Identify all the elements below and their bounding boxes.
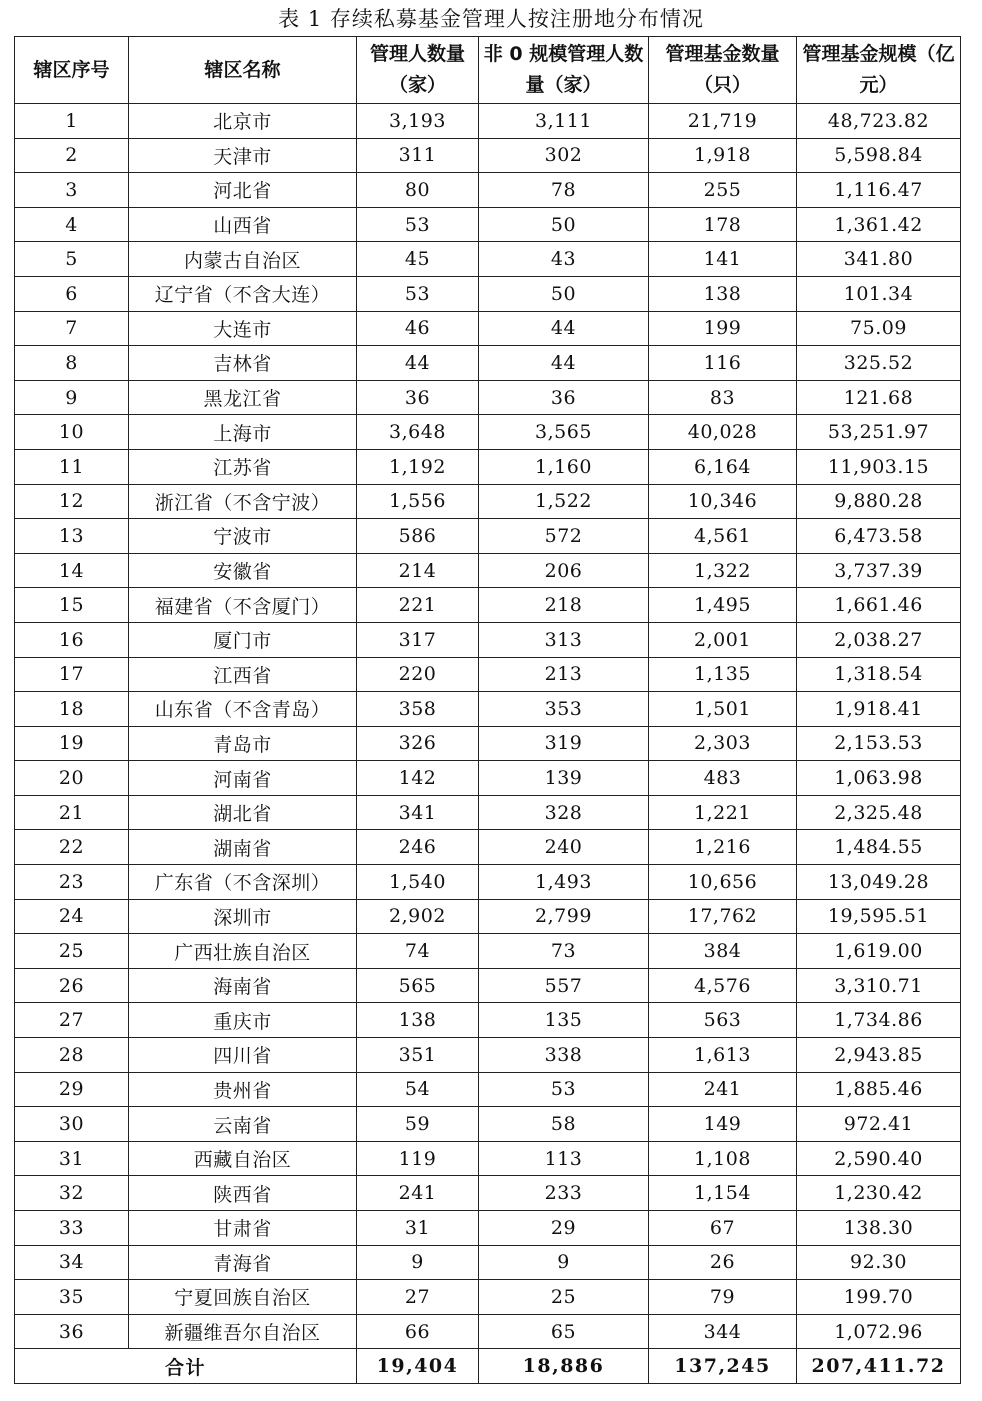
cell-scale: 199.70 <box>797 1280 961 1315</box>
table-row <box>15 1072 961 1107</box>
cell-scale: 1,918.41 <box>797 692 961 727</box>
cell-funds: 1,322 <box>649 553 797 588</box>
cell-index: 15 <box>15 588 129 623</box>
cell-index: 19 <box>15 726 129 761</box>
cell-nonzero-managers: 3,111 <box>479 104 649 139</box>
cell-index: 34 <box>15 1245 129 1280</box>
cell-region: 山西省 <box>129 207 357 242</box>
cell-index: 2 <box>15 138 129 173</box>
table-row <box>15 1003 961 1038</box>
cell-nonzero-managers: 338 <box>479 1038 649 1073</box>
total-managers: 19,404 <box>357 1349 479 1384</box>
cell-region: 宁夏回族自治区 <box>129 1280 357 1315</box>
cell-managers: 54 <box>357 1072 479 1107</box>
cell-nonzero-managers: 43 <box>479 242 649 277</box>
cell-region: 海南省 <box>129 968 357 1003</box>
cell-funds: 17,762 <box>649 899 797 934</box>
cell-index: 18 <box>15 692 129 727</box>
cell-scale: 3,737.39 <box>797 553 961 588</box>
table-row <box>15 795 961 830</box>
cell-nonzero-managers: 1,160 <box>479 449 649 484</box>
cell-region: 天津市 <box>129 138 357 173</box>
cell-region: 北京市 <box>129 104 357 139</box>
table-row <box>15 346 961 381</box>
cell-funds: 344 <box>649 1314 797 1349</box>
cell-scale: 1,361.42 <box>797 207 961 242</box>
cell-scale: 2,038.27 <box>797 622 961 657</box>
cell-nonzero-managers: 29 <box>479 1211 649 1246</box>
cell-index: 22 <box>15 830 129 865</box>
cell-index: 20 <box>15 761 129 796</box>
table-row <box>15 449 961 484</box>
cell-funds: 1,495 <box>649 588 797 623</box>
cell-managers: 80 <box>357 173 479 208</box>
cell-nonzero-managers: 50 <box>479 207 649 242</box>
cell-scale: 121.68 <box>797 380 961 415</box>
table-row <box>15 761 961 796</box>
cell-managers: 1,556 <box>357 484 479 519</box>
cell-managers: 221 <box>357 588 479 623</box>
cell-funds: 83 <box>649 380 797 415</box>
cell-index: 5 <box>15 242 129 277</box>
cell-nonzero-managers: 1,493 <box>479 865 649 900</box>
cell-funds: 138 <box>649 276 797 311</box>
table-row <box>15 934 961 969</box>
cell-managers: 31 <box>357 1211 479 1246</box>
cell-managers: 142 <box>357 761 479 796</box>
cell-scale: 48,723.82 <box>797 104 961 139</box>
cell-nonzero-managers: 58 <box>479 1107 649 1142</box>
cell-scale: 1,885.46 <box>797 1072 961 1107</box>
table-row <box>15 173 961 208</box>
cell-nonzero-managers: 9 <box>479 1245 649 1280</box>
cell-nonzero-managers: 313 <box>479 622 649 657</box>
cell-managers: 565 <box>357 968 479 1003</box>
cell-index: 36 <box>15 1314 129 1349</box>
cell-scale: 6,473.58 <box>797 519 961 554</box>
cell-scale: 9,880.28 <box>797 484 961 519</box>
cell-nonzero-managers: 353 <box>479 692 649 727</box>
cell-index: 27 <box>15 1003 129 1038</box>
cell-funds: 6,164 <box>649 449 797 484</box>
cell-nonzero-managers: 139 <box>479 761 649 796</box>
cell-index: 23 <box>15 865 129 900</box>
cell-region: 江西省 <box>129 657 357 692</box>
cell-nonzero-managers: 319 <box>479 726 649 761</box>
cell-funds: 1,613 <box>649 1038 797 1073</box>
cell-index: 21 <box>15 795 129 830</box>
cell-funds: 1,135 <box>649 657 797 692</box>
cell-managers: 358 <box>357 692 479 727</box>
cell-funds: 67 <box>649 1211 797 1246</box>
cell-scale: 1,484.55 <box>797 830 961 865</box>
cell-managers: 27 <box>357 1280 479 1315</box>
table-row <box>15 726 961 761</box>
cell-index: 29 <box>15 1072 129 1107</box>
cell-scale: 3,310.71 <box>797 968 961 1003</box>
cell-funds: 1,108 <box>649 1141 797 1176</box>
cell-funds: 2,001 <box>649 622 797 657</box>
cell-region: 广西壮族自治区 <box>129 934 357 969</box>
cell-funds: 10,656 <box>649 865 797 900</box>
cell-scale: 325.52 <box>797 346 961 381</box>
cell-nonzero-managers: 302 <box>479 138 649 173</box>
cell-managers: 341 <box>357 795 479 830</box>
cell-index: 17 <box>15 657 129 692</box>
cell-region: 黑龙江省 <box>129 380 357 415</box>
cell-scale: 341.80 <box>797 242 961 277</box>
cell-region: 上海市 <box>129 415 357 450</box>
cell-region: 河南省 <box>129 761 357 796</box>
cell-index: 11 <box>15 449 129 484</box>
cell-scale: 101.34 <box>797 276 961 311</box>
table-row <box>15 380 961 415</box>
cell-index: 12 <box>15 484 129 519</box>
total-label: 合计 <box>15 1349 357 1384</box>
cell-nonzero-managers: 78 <box>479 173 649 208</box>
cell-index: 14 <box>15 553 129 588</box>
cell-index: 7 <box>15 311 129 346</box>
cell-index: 9 <box>15 380 129 415</box>
table-row <box>15 657 961 692</box>
cell-funds: 563 <box>649 1003 797 1038</box>
header-cell-nonzero-managers: 非 0 规模管理人数量（家） <box>479 37 649 104</box>
table-row <box>15 311 961 346</box>
cell-managers: 119 <box>357 1141 479 1176</box>
cell-funds: 4,561 <box>649 519 797 554</box>
cell-managers: 46 <box>357 311 479 346</box>
total-scale: 207,411.72 <box>797 1349 961 1384</box>
table-row <box>15 242 961 277</box>
cell-nonzero-managers: 25 <box>479 1280 649 1315</box>
cell-index: 35 <box>15 1280 129 1315</box>
cell-region: 甘肃省 <box>129 1211 357 1246</box>
table-row <box>15 1038 961 1073</box>
cell-index: 31 <box>15 1141 129 1176</box>
table-row <box>15 899 961 934</box>
table-row <box>15 830 961 865</box>
cell-scale: 11,903.15 <box>797 449 961 484</box>
cell-nonzero-managers: 36 <box>479 380 649 415</box>
cell-index: 4 <box>15 207 129 242</box>
table-row <box>15 1314 961 1349</box>
header-cell-region: 辖区名称 <box>129 37 357 104</box>
cell-region: 辽宁省（不含大连） <box>129 276 357 311</box>
table-row <box>15 588 961 623</box>
cell-scale: 1,072.96 <box>797 1314 961 1349</box>
cell-scale: 53,251.97 <box>797 415 961 450</box>
cell-scale: 2,590.40 <box>797 1141 961 1176</box>
cell-index: 6 <box>15 276 129 311</box>
header-cell-scale: 管理基金规模（亿元） <box>797 37 961 104</box>
cell-funds: 40,028 <box>649 415 797 450</box>
cell-region: 厦门市 <box>129 622 357 657</box>
table-row <box>15 519 961 554</box>
cell-region: 新疆维吾尔自治区 <box>129 1314 357 1349</box>
cell-managers: 317 <box>357 622 479 657</box>
cell-region: 福建省（不含厦门） <box>129 588 357 623</box>
cell-region: 青岛市 <box>129 726 357 761</box>
cell-region: 西藏自治区 <box>129 1141 357 1176</box>
cell-scale: 19,595.51 <box>797 899 961 934</box>
cell-nonzero-managers: 213 <box>479 657 649 692</box>
cell-region: 陕西省 <box>129 1176 357 1211</box>
cell-region: 吉林省 <box>129 346 357 381</box>
cell-managers: 9 <box>357 1245 479 1280</box>
cell-managers: 3,193 <box>357 104 479 139</box>
cell-managers: 45 <box>357 242 479 277</box>
total-nonzero-managers: 18,886 <box>479 1349 649 1384</box>
cell-nonzero-managers: 44 <box>479 311 649 346</box>
cell-scale: 75.09 <box>797 311 961 346</box>
cell-managers: 241 <box>357 1176 479 1211</box>
cell-region: 四川省 <box>129 1038 357 1073</box>
cell-index: 16 <box>15 622 129 657</box>
header-cell-managers: 管理人数量（家） <box>357 37 479 104</box>
cell-scale: 1,318.54 <box>797 657 961 692</box>
cell-funds: 26 <box>649 1245 797 1280</box>
cell-nonzero-managers: 44 <box>479 346 649 381</box>
cell-nonzero-managers: 113 <box>479 1141 649 1176</box>
cell-funds: 79 <box>649 1280 797 1315</box>
cell-region: 浙江省（不含宁波） <box>129 484 357 519</box>
cell-index: 3 <box>15 173 129 208</box>
table-row <box>15 415 961 450</box>
cell-nonzero-managers: 3,565 <box>479 415 649 450</box>
cell-index: 25 <box>15 934 129 969</box>
cell-region: 青海省 <box>129 1245 357 1280</box>
cell-nonzero-managers: 53 <box>479 1072 649 1107</box>
cell-region: 河北省 <box>129 173 357 208</box>
table-row <box>15 138 961 173</box>
cell-managers: 2,902 <box>357 899 479 934</box>
table-title: 表 1 存续私募基金管理人按注册地分布情况 <box>278 7 704 31</box>
cell-managers: 586 <box>357 519 479 554</box>
cell-managers: 59 <box>357 1107 479 1142</box>
total-funds: 137,245 <box>649 1349 797 1384</box>
cell-region: 内蒙古自治区 <box>129 242 357 277</box>
table-row <box>15 968 961 1003</box>
cell-managers: 246 <box>357 830 479 865</box>
cell-funds: 4,576 <box>649 968 797 1003</box>
cell-funds: 10,346 <box>649 484 797 519</box>
cell-nonzero-managers: 73 <box>479 934 649 969</box>
table-row <box>15 1107 961 1142</box>
table-row <box>15 553 961 588</box>
cell-index: 13 <box>15 519 129 554</box>
cell-region: 江苏省 <box>129 449 357 484</box>
cell-funds: 241 <box>649 1072 797 1107</box>
cell-region: 云南省 <box>129 1107 357 1142</box>
cell-region: 宁波市 <box>129 519 357 554</box>
cell-index: 8 <box>15 346 129 381</box>
cell-funds: 1,221 <box>649 795 797 830</box>
table-row <box>15 1245 961 1280</box>
table-row <box>15 1211 961 1246</box>
cell-region: 湖南省 <box>129 830 357 865</box>
cell-managers: 214 <box>357 553 479 588</box>
cell-nonzero-managers: 1,522 <box>479 484 649 519</box>
cell-scale: 1,063.98 <box>797 761 961 796</box>
cell-managers: 53 <box>357 276 479 311</box>
cell-funds: 116 <box>649 346 797 381</box>
cell-region: 重庆市 <box>129 1003 357 1038</box>
cell-region: 安徽省 <box>129 553 357 588</box>
cell-funds: 1,918 <box>649 138 797 173</box>
cell-index: 24 <box>15 899 129 934</box>
cell-funds: 2,303 <box>649 726 797 761</box>
cell-nonzero-managers: 65 <box>479 1314 649 1349</box>
cell-region: 大连市 <box>129 311 357 346</box>
cell-managers: 3,648 <box>357 415 479 450</box>
cell-funds: 483 <box>649 761 797 796</box>
cell-managers: 311 <box>357 138 479 173</box>
cell-scale: 1,116.47 <box>797 173 961 208</box>
table-row <box>15 865 961 900</box>
cell-managers: 138 <box>357 1003 479 1038</box>
cell-scale: 972.41 <box>797 1107 961 1142</box>
cell-scale: 138.30 <box>797 1211 961 1246</box>
table-row <box>15 1280 961 1315</box>
cell-funds: 1,216 <box>649 830 797 865</box>
total-row <box>15 1349 961 1384</box>
cell-funds: 1,154 <box>649 1176 797 1211</box>
cell-nonzero-managers: 240 <box>479 830 649 865</box>
cell-managers: 36 <box>357 380 479 415</box>
cell-index: 1 <box>15 104 129 139</box>
cell-scale: 2,325.48 <box>797 795 961 830</box>
table-row <box>15 692 961 727</box>
cell-index: 33 <box>15 1211 129 1246</box>
data-table <box>14 36 961 1384</box>
cell-region: 贵州省 <box>129 1072 357 1107</box>
cell-managers: 1,192 <box>357 449 479 484</box>
cell-nonzero-managers: 572 <box>479 519 649 554</box>
cell-funds: 199 <box>649 311 797 346</box>
table-body <box>15 104 961 1349</box>
cell-index: 10 <box>15 415 129 450</box>
cell-nonzero-managers: 50 <box>479 276 649 311</box>
cell-managers: 66 <box>357 1314 479 1349</box>
cell-region: 广东省（不含深圳） <box>129 865 357 900</box>
cell-funds: 384 <box>649 934 797 969</box>
cell-nonzero-managers: 2,799 <box>479 899 649 934</box>
cell-scale: 1,661.46 <box>797 588 961 623</box>
cell-scale: 1,230.42 <box>797 1176 961 1211</box>
table-row <box>15 207 961 242</box>
cell-scale: 1,734.86 <box>797 1003 961 1038</box>
cell-nonzero-managers: 557 <box>479 968 649 1003</box>
table-row <box>15 1176 961 1211</box>
cell-scale: 5,598.84 <box>797 138 961 173</box>
cell-managers: 74 <box>357 934 479 969</box>
table-row <box>15 622 961 657</box>
cell-managers: 1,540 <box>357 865 479 900</box>
cell-funds: 141 <box>649 242 797 277</box>
table-row <box>15 276 961 311</box>
header-cell-funds: 管理基金数量（只） <box>649 37 797 104</box>
cell-funds: 21,719 <box>649 104 797 139</box>
cell-nonzero-managers: 233 <box>479 1176 649 1211</box>
cell-region: 湖北省 <box>129 795 357 830</box>
cell-region: 山东省（不含青岛） <box>129 692 357 727</box>
cell-region: 深圳市 <box>129 899 357 934</box>
cell-managers: 326 <box>357 726 479 761</box>
header-row <box>15 37 961 104</box>
cell-managers: 220 <box>357 657 479 692</box>
cell-managers: 351 <box>357 1038 479 1073</box>
cell-index: 32 <box>15 1176 129 1211</box>
cell-funds: 1,501 <box>649 692 797 727</box>
cell-nonzero-managers: 328 <box>479 795 649 830</box>
cell-index: 28 <box>15 1038 129 1073</box>
cell-scale: 13,049.28 <box>797 865 961 900</box>
table-row <box>15 484 961 519</box>
cell-index: 30 <box>15 1107 129 1142</box>
cell-nonzero-managers: 135 <box>479 1003 649 1038</box>
cell-nonzero-managers: 218 <box>479 588 649 623</box>
cell-scale: 1,619.00 <box>797 934 961 969</box>
cell-managers: 44 <box>357 346 479 381</box>
cell-funds: 255 <box>649 173 797 208</box>
cell-funds: 178 <box>649 207 797 242</box>
table-row <box>15 104 961 139</box>
header-cell-index: 辖区序号 <box>15 37 129 104</box>
cell-scale: 2,153.53 <box>797 726 961 761</box>
cell-index: 26 <box>15 968 129 1003</box>
cell-scale: 92.30 <box>797 1245 961 1280</box>
cell-nonzero-managers: 206 <box>479 553 649 588</box>
cell-managers: 53 <box>357 207 479 242</box>
cell-funds: 149 <box>649 1107 797 1142</box>
cell-scale: 2,943.85 <box>797 1038 961 1073</box>
table-row <box>15 1141 961 1176</box>
